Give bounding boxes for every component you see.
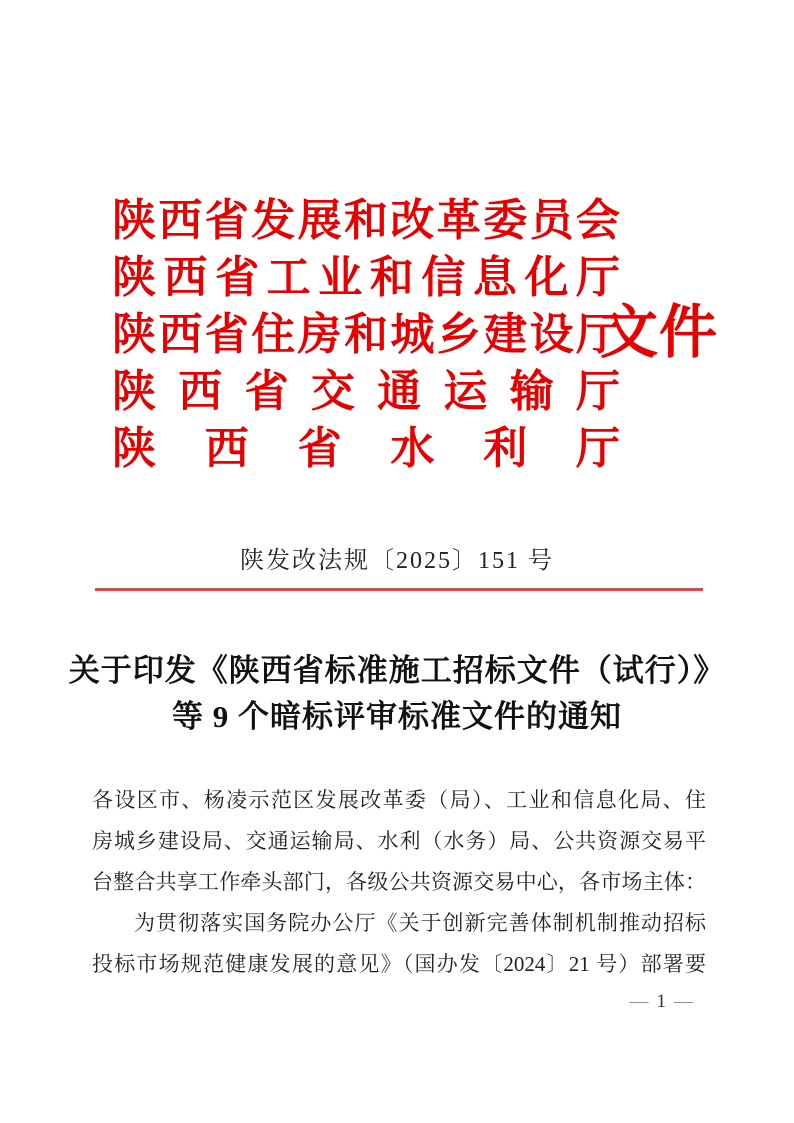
body-line-4: 为贯彻落实国务院办公厅《关于创新完善体制机制推动招标 xyxy=(134,911,706,935)
page-number-value: 1 xyxy=(656,991,668,1012)
page-number-dash-left: — xyxy=(629,991,651,1012)
header-wenjian-label: 文件 xyxy=(600,300,719,365)
agency-line-1: 陕西省发展和改革委员会 xyxy=(112,196,620,245)
title-line-2: 等 9 个暗标评审标准文件的通知 xyxy=(172,699,622,734)
body-line-3: 台整合共享工作牵头部门，各级公共资源交易中心，各市场主体： xyxy=(92,870,706,894)
page-number-dash-right: — xyxy=(674,991,695,1012)
agency-line-5: 陕西省水利厅 xyxy=(112,424,620,473)
red-header-agency-block xyxy=(112,192,620,477)
document-title xyxy=(47,648,747,740)
title-line-1: 关于印发《陕西省标准施工招标文件（试行）》 xyxy=(68,653,726,688)
agency-line-2: 陕西省工业和信息化厅 xyxy=(112,253,620,302)
document-number: 陕发改法规〔2025〕151 号 xyxy=(240,548,554,574)
body-line-5: 投标市场规范健康发展的意见》（国办发〔2024〕21 号）部署要 xyxy=(92,952,706,976)
agency-line-4: 陕西省交通运输厅 xyxy=(112,367,620,416)
page-number xyxy=(630,991,696,1013)
red-divider-line xyxy=(95,588,703,591)
body-line-1: 各设区市、杨凌示范区发展改革委（局）、工业和信息化局、住 xyxy=(92,788,706,812)
body-line-2: 房城乡建设局、交通运输局、水利（水务）局、公共资源交易平 xyxy=(92,829,706,853)
document-body xyxy=(92,780,706,985)
agency-line-3: 陕西省住房和城乡建设厅 xyxy=(112,310,620,359)
